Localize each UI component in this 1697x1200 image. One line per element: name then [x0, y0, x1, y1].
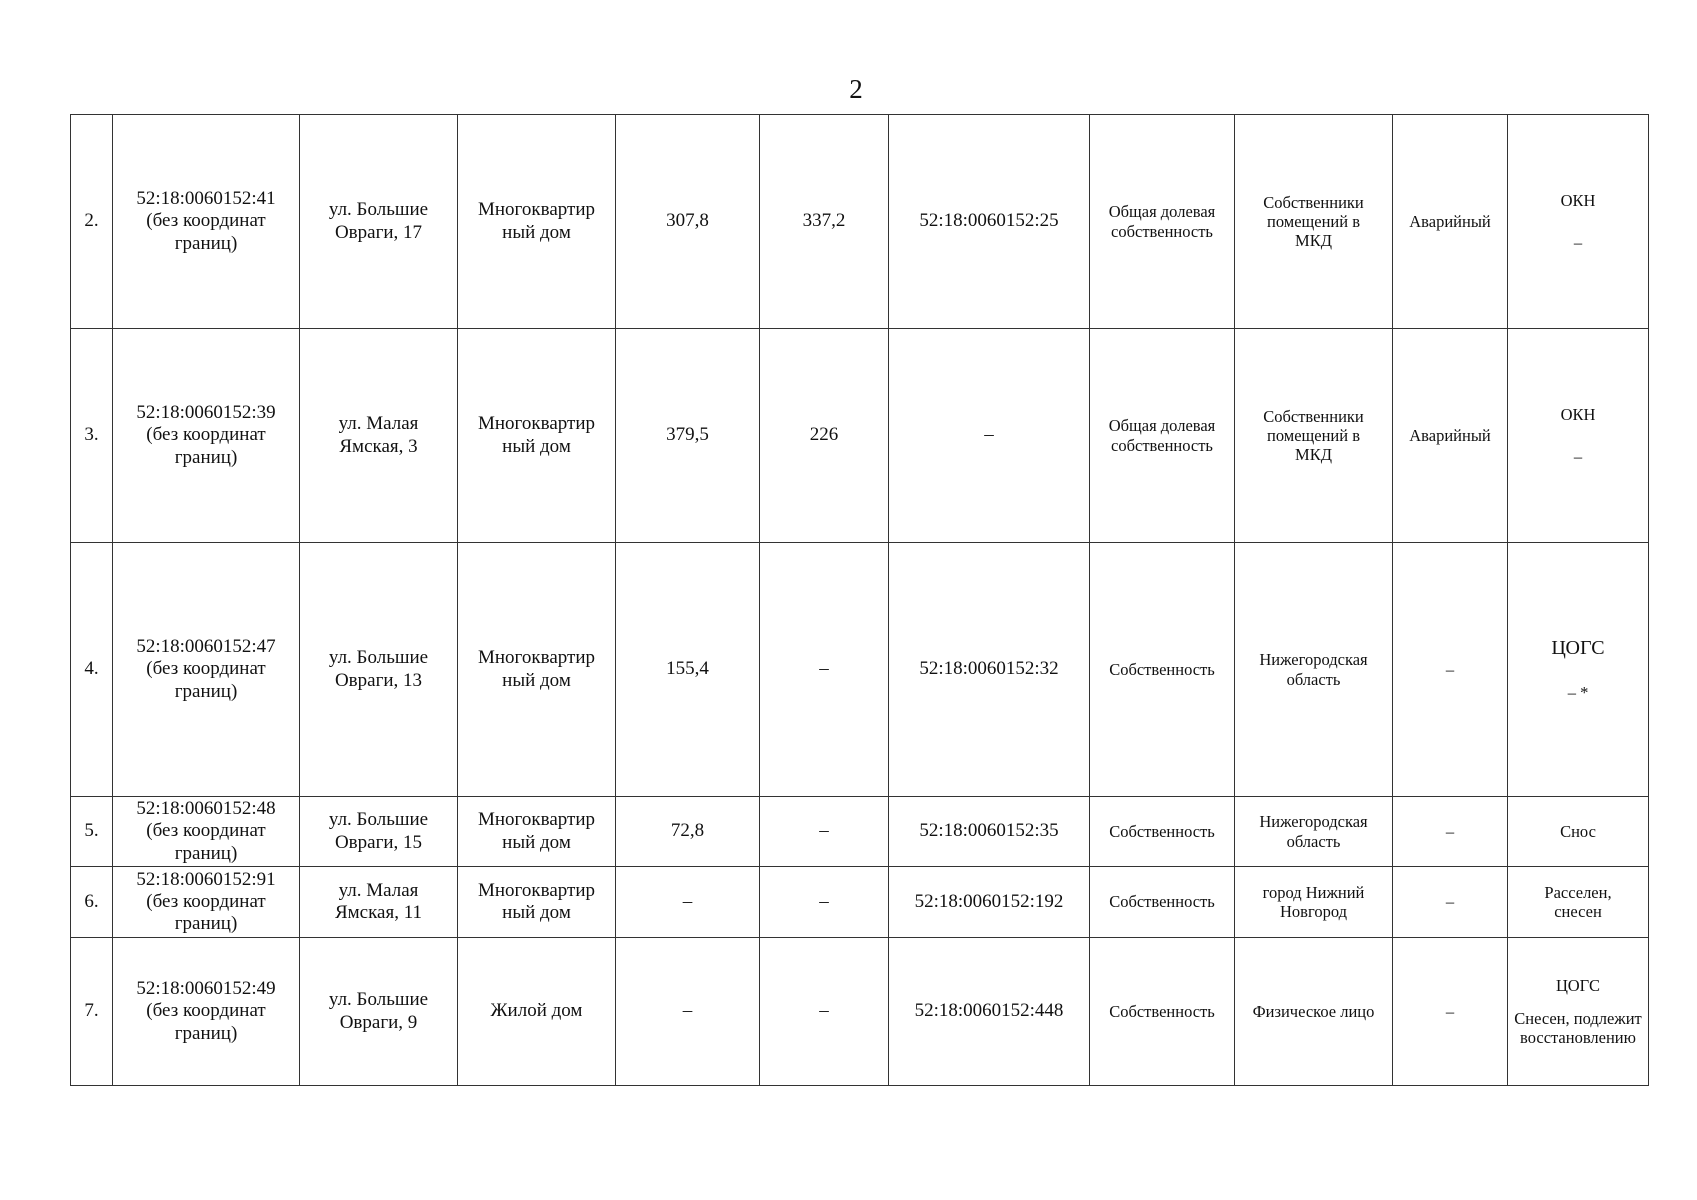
- cadastral-number-cell-line: границ): [174, 446, 238, 468]
- area-cell: –: [616, 938, 760, 1086]
- address-cell-line: ул. Большие: [328, 809, 429, 831]
- address-cell-line: ул. Малая: [338, 879, 419, 901]
- object-type-cell: [458, 543, 616, 797]
- cadastral-number-cell-line: границ): [174, 1022, 238, 1044]
- cadastral-number-cell-line: 52:18:0060152:47: [136, 636, 276, 658]
- owner-cell-line: Собственники: [1263, 406, 1364, 426]
- address-cell-line: ул. Малая: [338, 413, 419, 435]
- cadastral-number-cell-line: 52:18:0060152:49: [136, 978, 276, 1000]
- table-row: [71, 543, 1649, 797]
- value-cell: –: [760, 797, 889, 867]
- right-type-cell: [1090, 543, 1235, 797]
- condition-cell: –: [1393, 867, 1508, 938]
- page-number: 2: [849, 74, 863, 104]
- right-type-cell: [1090, 938, 1235, 1086]
- cadastral-number-cell-line: 52:18:0060152:41: [136, 188, 276, 210]
- owner-cell: [1235, 867, 1393, 938]
- notes-cell: [1508, 543, 1649, 797]
- value-cell: 226: [760, 329, 889, 543]
- notes-spacer: [1511, 425, 1645, 447]
- notes-cell: [1508, 797, 1649, 867]
- address-cell: [300, 115, 458, 329]
- object-type-cell: [458, 115, 616, 329]
- address-cell-line: Овраги, 15: [334, 831, 423, 853]
- right-type-cell-line: Общая долевая: [1108, 202, 1216, 222]
- table-row: [71, 115, 1649, 329]
- address-cell-line: ул. Большие: [328, 989, 429, 1011]
- row-number-cell: 3.: [71, 329, 113, 543]
- cadastral-number-cell-line: границ): [174, 680, 238, 702]
- cadastral-number-cell-line: 52:18:0060152:91: [136, 868, 276, 890]
- area-cell: 307,8: [616, 115, 760, 329]
- right-type-cell: [1090, 797, 1235, 867]
- address-cell: [300, 797, 458, 867]
- land-plot-cell: 52:18:0060152:192: [889, 867, 1090, 938]
- row-number-cell: 5.: [71, 797, 113, 867]
- cadastral-number-cell-line: (без координат: [146, 820, 266, 842]
- cadastral-number-cell: [113, 115, 300, 329]
- condition-cell: –: [1393, 797, 1508, 867]
- notes-bottom: – *: [1567, 682, 1589, 702]
- notes-bottom: –: [1573, 446, 1583, 466]
- address-cell: [300, 329, 458, 543]
- row-number-cell: 4.: [71, 543, 113, 797]
- object-type-cell: [458, 938, 616, 1086]
- value-cell: –: [760, 938, 889, 1086]
- notes-top: ЦОГС: [1551, 637, 1605, 660]
- owner-cell-line: Новгород: [1280, 902, 1347, 921]
- owner-cell: [1235, 329, 1393, 543]
- owner-cell-line: МКД: [1295, 445, 1332, 465]
- owner-cell-line: МКД: [1295, 231, 1332, 251]
- table-row: [71, 867, 1649, 938]
- notes-spacer: [1511, 995, 1645, 1009]
- cadastral-number-cell-line: (без координат: [146, 1000, 266, 1022]
- cadastral-number-cell-line: 52:18:0060152:39: [136, 402, 276, 424]
- address-cell: [300, 938, 458, 1086]
- cadastral-number-cell-line: границ): [174, 232, 238, 254]
- table-row: [71, 938, 1649, 1086]
- cadastral-number-cell: [113, 543, 300, 797]
- object-type-cell-line: Жилой дом: [490, 1000, 583, 1022]
- owner-cell-line: область: [1286, 831, 1341, 851]
- notes-top: ОКН: [1560, 191, 1596, 211]
- right-type-cell: [1090, 867, 1235, 938]
- cadastral-number-cell-line: (без координат: [146, 658, 266, 680]
- object-type-cell-line: ный дом: [502, 221, 571, 243]
- address-cell-line: Овраги, 17: [334, 221, 423, 243]
- right-type-cell-line: Собственность: [1109, 821, 1215, 841]
- object-type-cell: [458, 329, 616, 543]
- notes-cell: [1508, 867, 1649, 938]
- object-type-cell-line: Многоквартир: [478, 809, 595, 831]
- object-type-cell-line: Многоквартир: [478, 879, 595, 901]
- object-type-cell-line: ный дом: [502, 902, 571, 923]
- owner-cell-line: город Нижний: [1262, 882, 1365, 902]
- area-cell: 72,8: [616, 797, 760, 867]
- notes-spacer: [1511, 211, 1645, 233]
- right-type-cell: [1090, 329, 1235, 543]
- row-number-cell: 2.: [71, 115, 113, 329]
- owner-cell-line: область: [1286, 669, 1341, 689]
- table-row: [71, 329, 1649, 543]
- object-type-cell-line: ный дом: [502, 435, 571, 457]
- notes-bottom: Снесен, подлежит восстановлению: [1514, 1008, 1642, 1048]
- notes-top: ОКН: [1560, 405, 1596, 425]
- land-plot-cell: 52:18:0060152:448: [889, 938, 1090, 1086]
- row-number-cell: 7.: [71, 938, 113, 1086]
- row-number-cell: 6.: [71, 867, 113, 938]
- object-type-cell-line: ный дом: [502, 669, 571, 691]
- cadastral-number-cell-line: (без координат: [146, 424, 266, 446]
- right-type-cell-line: Собственность: [1109, 892, 1215, 912]
- land-plot-cell: 52:18:0060152:35: [889, 797, 1090, 867]
- area-cell: 379,5: [616, 329, 760, 543]
- value-cell: –: [760, 543, 889, 797]
- area-cell: 155,4: [616, 543, 760, 797]
- cadastral-number-cell-line: (без координат: [146, 210, 266, 232]
- owner-cell-line: помещений в: [1267, 425, 1360, 445]
- cadastral-number-cell-line: (без координат: [146, 890, 266, 912]
- land-plot-cell: –: [889, 329, 1090, 543]
- address-cell-line: Овраги, 13: [334, 669, 423, 691]
- owner-cell-line: Собственники: [1263, 192, 1364, 212]
- object-type-cell-line: Многоквартир: [478, 199, 595, 221]
- owner-cell-line: Физическое лицо: [1252, 1001, 1375, 1021]
- notes-cell: [1508, 115, 1649, 329]
- notes-bottom: –: [1573, 232, 1583, 252]
- address-cell-line: Ямская, 3: [339, 435, 418, 457]
- land-plot-cell: 52:18:0060152:32: [889, 543, 1090, 797]
- address-cell-line: Овраги, 9: [339, 1011, 418, 1033]
- owner-cell-line: Нижегородская: [1259, 650, 1368, 670]
- land-plot-cell: 52:18:0060152:25: [889, 115, 1090, 329]
- condition-cell: Аварийный: [1393, 115, 1508, 329]
- address-cell: [300, 867, 458, 938]
- condition-cell: Аварийный: [1393, 329, 1508, 543]
- cadastral-number-cell-line: границ): [174, 913, 238, 935]
- notes-cell: [1508, 938, 1649, 1086]
- cadastral-number-cell: [113, 329, 300, 543]
- registry-table: [70, 114, 1649, 1086]
- object-type-cell: [458, 797, 616, 867]
- cadastral-number-cell-line: 52:18:0060152:48: [136, 798, 276, 820]
- notes-top: ЦОГС: [1556, 975, 1600, 995]
- right-type-cell-line: Собственность: [1109, 1001, 1215, 1021]
- address-cell-line: ул. Большие: [328, 647, 429, 669]
- object-type-cell-line: Многоквартир: [478, 413, 595, 435]
- value-cell: –: [760, 867, 889, 938]
- right-type-cell-line: собственность: [1111, 221, 1213, 241]
- cadastral-number-cell-line: границ): [174, 842, 238, 864]
- condition-cell: –: [1393, 938, 1508, 1086]
- owner-cell: [1235, 938, 1393, 1086]
- table-row: [71, 797, 1649, 867]
- right-type-cell: [1090, 115, 1235, 329]
- address-cell-line: ул. Большие: [328, 199, 429, 221]
- owner-cell: [1235, 115, 1393, 329]
- cadastral-number-cell: [113, 797, 300, 867]
- address-cell-line: Ямская, 11: [334, 902, 423, 923]
- right-type-cell-line: Собственность: [1109, 659, 1215, 679]
- owner-cell: [1235, 797, 1393, 867]
- owner-cell-line: Нижегородская: [1259, 812, 1368, 832]
- right-type-cell-line: собственность: [1111, 435, 1213, 455]
- notes-top: Расселен,: [1544, 882, 1612, 902]
- owner-cell: [1235, 543, 1393, 797]
- object-type-cell: [458, 867, 616, 938]
- address-cell: [300, 543, 458, 797]
- right-type-cell-line: Общая долевая: [1108, 416, 1216, 436]
- notes-spacer: [1511, 661, 1645, 683]
- owner-cell-line: помещений в: [1267, 211, 1360, 231]
- notes-cell: [1508, 329, 1649, 543]
- value-cell: 337,2: [760, 115, 889, 329]
- cadastral-number-cell: [113, 867, 300, 938]
- object-type-cell-line: Многоквартир: [478, 647, 595, 669]
- notes-top: Снос: [1560, 821, 1596, 841]
- object-type-cell-line: ный дом: [502, 831, 571, 853]
- condition-cell: –: [1393, 543, 1508, 797]
- area-cell: –: [616, 867, 760, 938]
- cadastral-number-cell: [113, 938, 300, 1086]
- notes-bottom: снесен: [1554, 902, 1602, 921]
